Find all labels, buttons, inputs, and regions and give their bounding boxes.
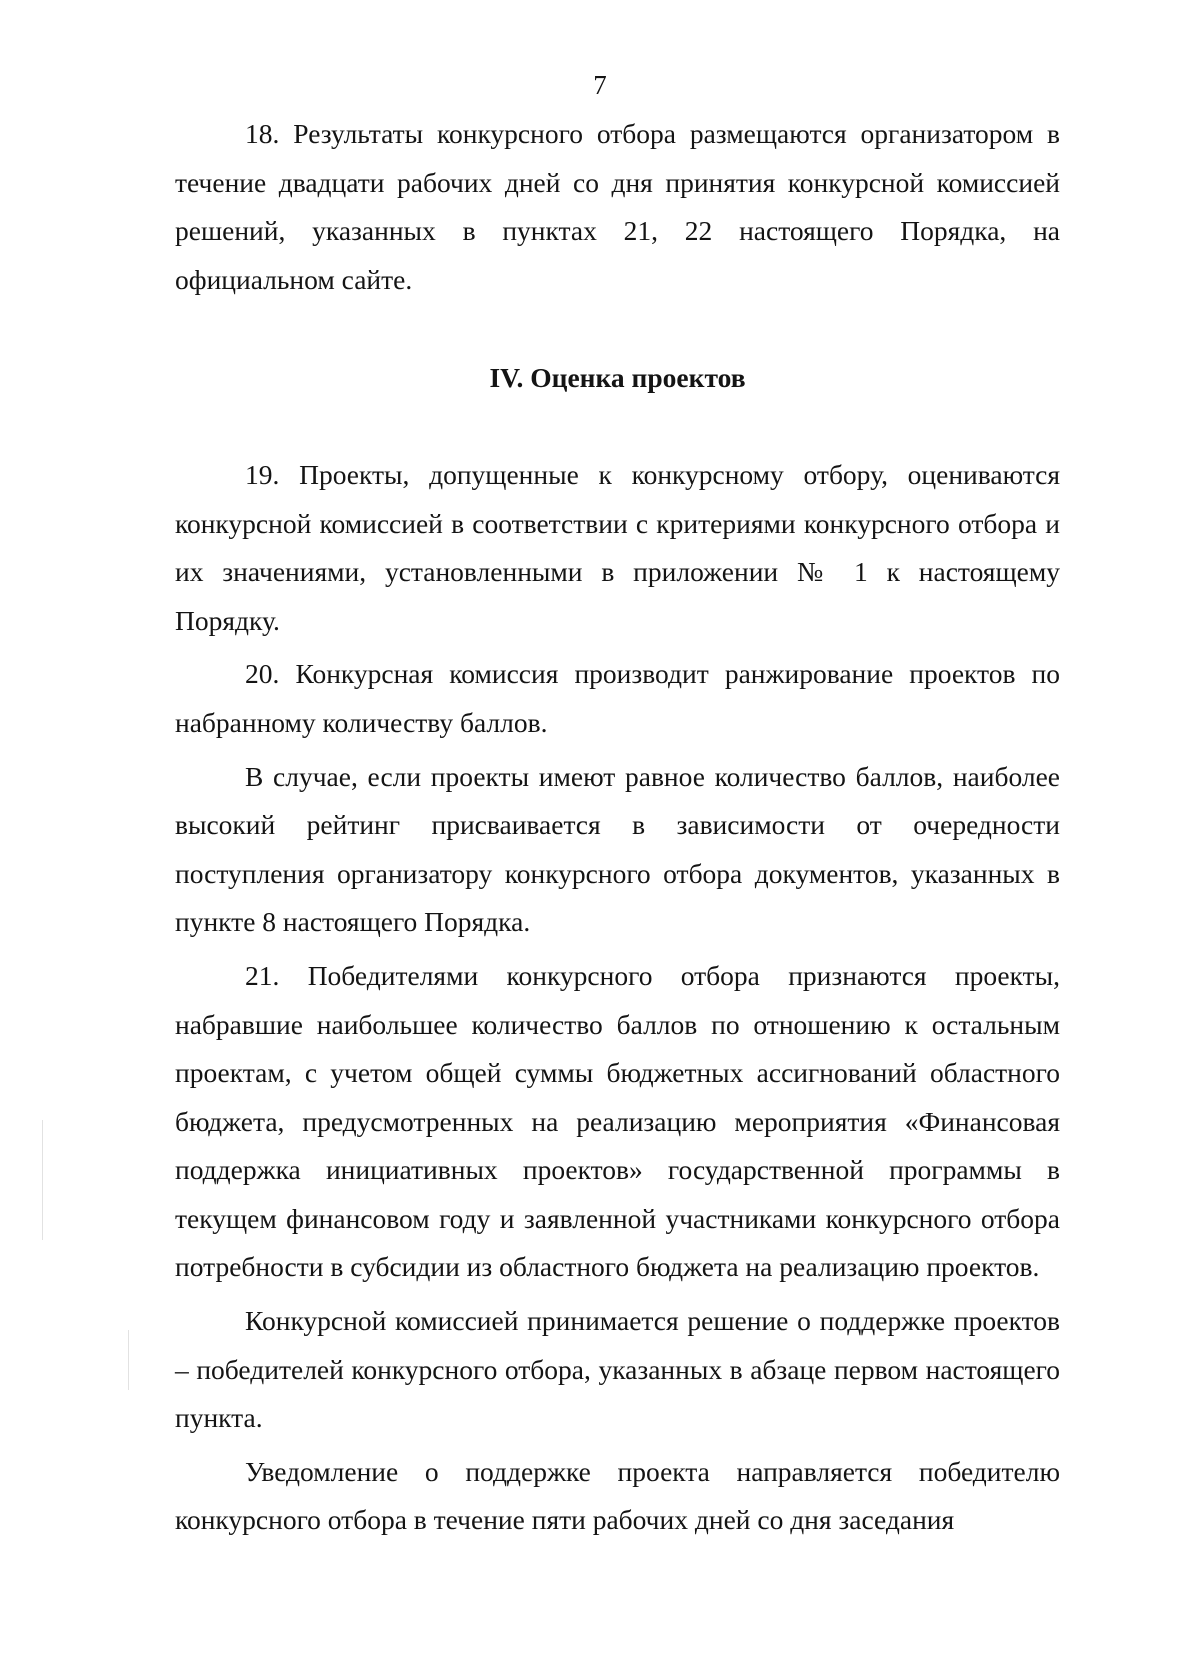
section-heading: IV. Оценка проектов	[489, 362, 746, 394]
page-number: 7	[593, 70, 607, 100]
scan-edge-mark	[128, 1330, 129, 1390]
scan-edge-mark	[42, 1120, 43, 1240]
document-body	[175, 110, 1060, 1545]
paragraph-18: 18. Результаты конкурсного отбора размещаются организатором в течение двадцати рабочих дней со дня принятия конкурсной комиссией решений, указанных в пунктах 21, 22 настоящего Порядка, на официальном сайте.	[175, 118, 1060, 295]
paragraph-21-continuation-2: Уведомление о поддержке проекта направляется победителю конкурсного отбора в течение пяти рабочих дней со дня заседания	[175, 1455, 1060, 1536]
paragraph-21-continuation-1: Конкурсной комиссией принимается решение о поддержке проектов – победителей конкурсного отбора, указанных в абзаце первом настоящего пункта.	[175, 1305, 1060, 1434]
paragraph-19: 19. Проекты, допущенные к конкурсному отбору, оцениваются конкурсной комиссией в соответствии с критериями конкурсного отбора и их значениями, установленными в приложении № 1 к настоящему Порядку.	[175, 458, 1060, 636]
paragraph-20: 20. Конкурсная комиссия производит ранжирование проектов по набранному количеству баллов.	[175, 658, 1060, 738]
paragraph-20-continuation: В случае, если проекты имеют равное количество баллов, наиболее высокий рейтинг присваивается в зависимости от очередности поступления организатору конкурсного отбора документов, указанных в пункте 8 настоящего Порядка.	[175, 760, 1060, 938]
paragraph-21: 21. Победителями конкурсного отбора признаются проекты, набравшие наибольшее количество баллов по отношению к остальным проектам, с учетом общей суммы бюджетных ассигнований областного бюджета, предусмотренных на реализацию мероприятия «Финансовая поддержка инициативных проектов» государственной программы в текущем финансовом году и заявленной участниками конкурсного отбора потребности в субсидии из областного бюджета на реализацию проектов.	[175, 959, 1060, 1283]
